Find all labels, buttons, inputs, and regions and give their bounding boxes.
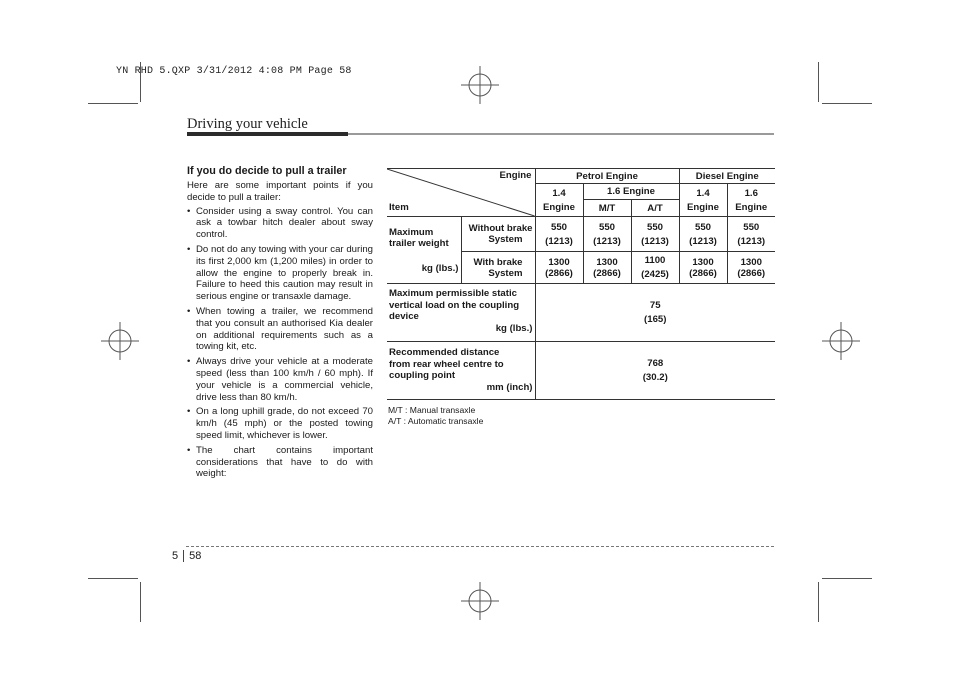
text-column	[187, 165, 373, 483]
table-cell: 1100 (2425)	[631, 252, 679, 284]
chapter-number: 5	[172, 550, 179, 562]
crop-mark	[822, 103, 872, 104]
table-notes	[388, 405, 483, 427]
subheading: If you do decide to pull a trailer	[187, 165, 347, 177]
table-cell: 550 (1213)	[535, 217, 583, 252]
list-item: • Always drive your vehicle at a moderate speed (less than 100 km/h / 60 mph). If your vehicle is a commercial vehicle, drive less than 80 km/h.	[187, 356, 373, 403]
print-slug: YN RHD 5.QXP 3/31/2012 4:08 PM Page 58	[116, 66, 352, 77]
static-load-value: 75 (165)	[535, 284, 775, 342]
table-cell: 1300 (2866)	[727, 252, 775, 284]
registration-mark-icon	[461, 66, 499, 104]
crop-mark	[818, 62, 819, 102]
with-brake-label: With brake System	[461, 252, 535, 284]
corner-item-label: Item	[389, 202, 409, 213]
table-cell: 550 (1213)	[631, 217, 679, 252]
diesel-16-header: 1.6 Engine	[727, 184, 775, 217]
list-item: • Do not do any towing with your car during its first 2,000 km (1,200 miles) in order to allow the engine to properly break in. Failure to heed this caution may result in serious engine or transaxle damage.	[187, 243, 373, 303]
distance-label: Recommended distance from rear wheel centre to coupling point mm (inch)	[387, 342, 535, 400]
registration-mark-icon	[461, 582, 499, 620]
registration-mark-icon	[101, 322, 139, 360]
header-rule-accent	[187, 132, 348, 136]
table-cell: 1300 (2866)	[583, 252, 631, 284]
page-number-divider	[183, 550, 184, 562]
list-item: • Consider using a sway control. You can ask a towbar hitch dealer about sway control.	[187, 205, 373, 241]
list-item: • On a long uphill grade, do not exceed 70 km/h (45 mph) or the posted towing speed limit, whichever is lower.	[187, 406, 373, 441]
list-item: • The chart contains important considerations that have to do with weight:	[187, 444, 373, 480]
note-at: A/T : Automatic transaxle	[388, 416, 484, 426]
crop-mark	[822, 578, 872, 579]
petrol-14-header: 1.4 Engine	[535, 184, 583, 217]
table-cell: 1300 (2866)	[679, 252, 727, 284]
diesel-engine-header: Diesel Engine	[679, 169, 775, 184]
crop-mark	[818, 582, 819, 622]
max-trailer-weight-label: Maximum trailer weight kg (lbs.)	[387, 217, 461, 284]
list-item: • When towing a trailer, we recommend that you consult an authorised Kia dealer on additional requirements such as a towing kit, etc.	[187, 305, 373, 353]
petrol-16-header: 1.6 Engine	[583, 184, 679, 200]
crop-mark	[88, 578, 138, 579]
petrol-engine-header: Petrol Engine	[535, 169, 679, 184]
crop-mark	[140, 582, 141, 622]
corner-engine-label: Engine	[499, 170, 532, 181]
bullet-list	[187, 206, 373, 481]
diesel-14-header: 1.4 Engine	[679, 184, 727, 217]
note-mt: M/T : Manual transaxle	[388, 405, 476, 415]
at-header: A/T	[631, 200, 679, 217]
registration-mark-icon	[822, 322, 860, 360]
table-cell: 550 (1213)	[727, 217, 775, 252]
page-number-value: 58	[189, 550, 202, 562]
crop-mark	[88, 103, 138, 104]
table-cell: 1300 (2866)	[535, 252, 583, 284]
table-cell: 550 (1213)	[583, 217, 631, 252]
table-corner-cell	[387, 169, 535, 217]
page-number	[172, 550, 201, 562]
table-cell: 550 (1213)	[679, 217, 727, 252]
mt-header: M/T	[583, 200, 631, 217]
footer-rule	[186, 546, 774, 547]
static-load-label: Maximum permissible static vertical load on the coupling device kg (lbs.)	[387, 284, 535, 342]
distance-value: 768 (30.2)	[535, 342, 775, 400]
section-title: Driving your vehicle	[187, 116, 308, 132]
towing-spec-table	[387, 168, 775, 400]
without-brake-label: Without brake System	[461, 217, 535, 252]
intro-paragraph: Here are some important points if you decide to pull a trailer:	[187, 180, 373, 203]
